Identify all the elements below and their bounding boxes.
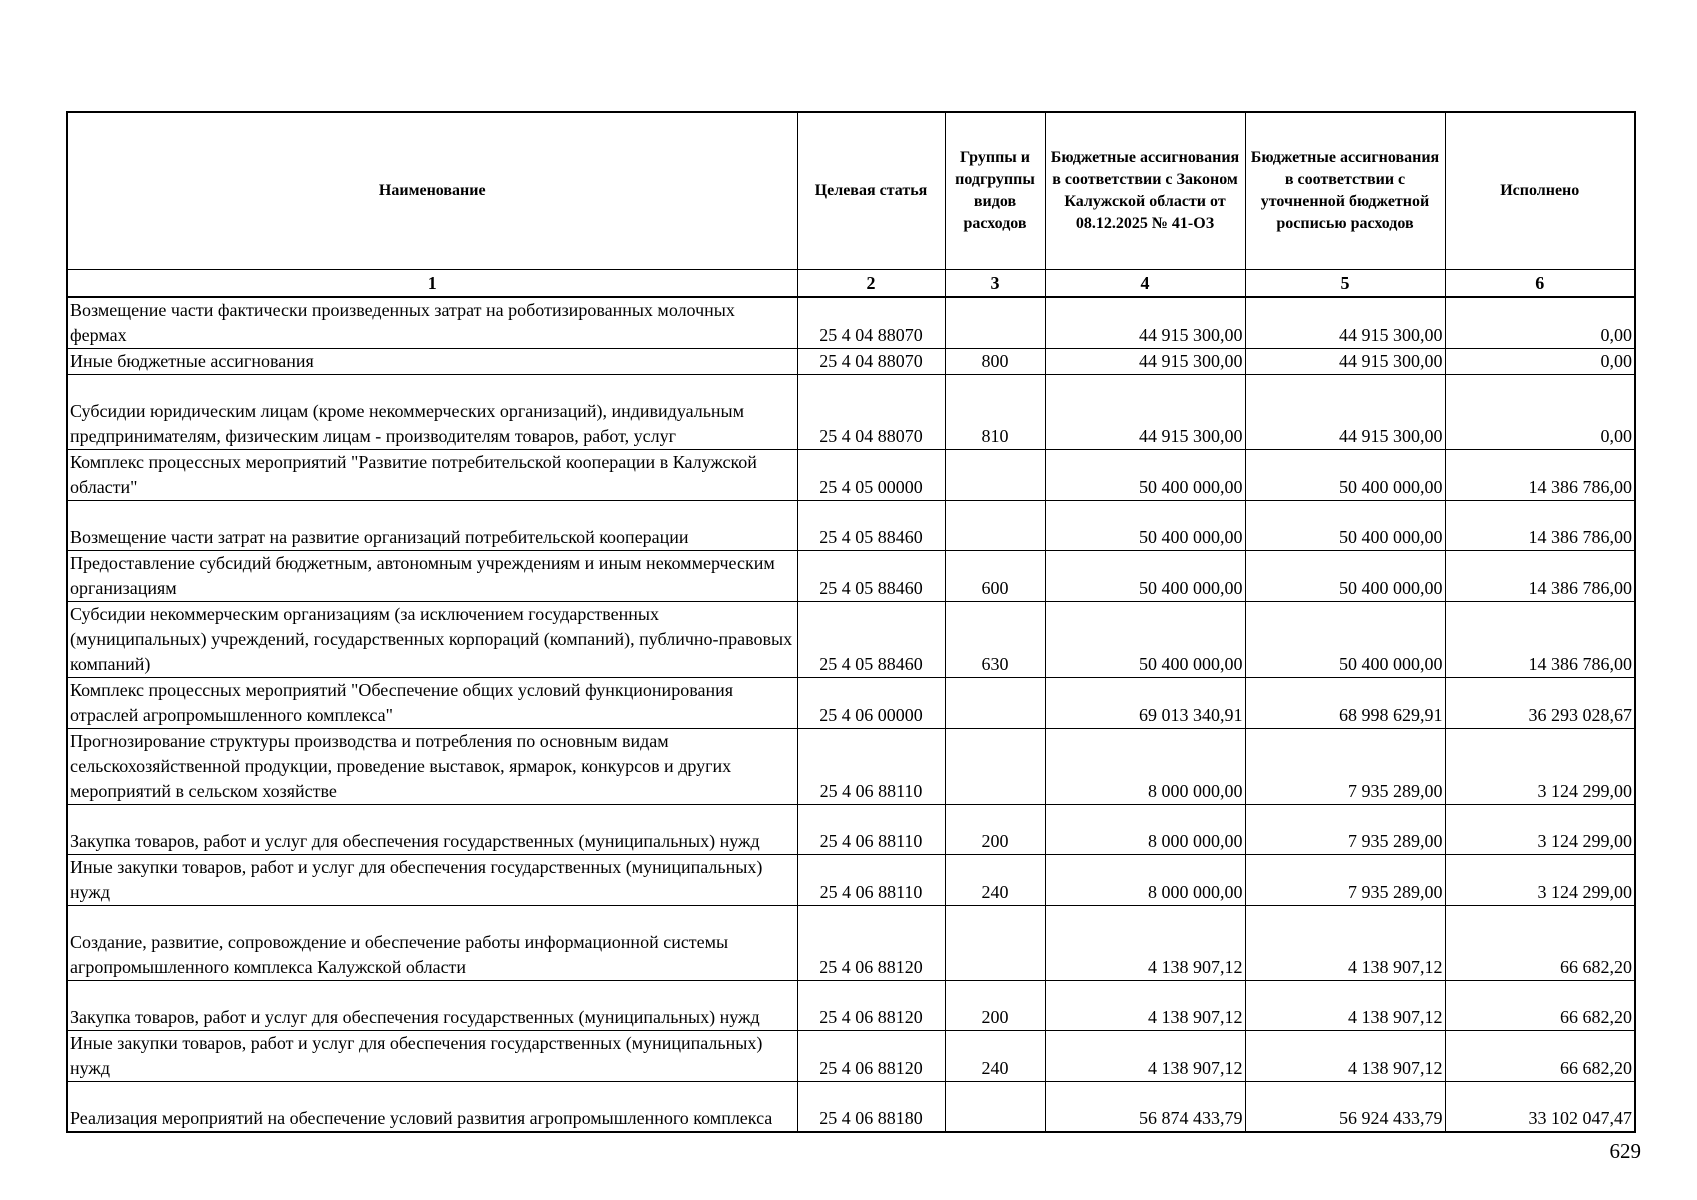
row-group-code: 200 <box>945 981 1045 1031</box>
row-target-code: 25 4 04 88070 <box>797 297 945 349</box>
table-row <box>67 805 1635 855</box>
header-refined: Бюджетные ассигнования в соответствии с уточненной бюджетной росписью расходов <box>1245 112 1445 270</box>
row-group-code: 800 <box>945 349 1045 375</box>
row-executed-amount: 3 124 299,00 <box>1445 855 1635 906</box>
row-executed-amount: 3 124 299,00 <box>1445 805 1635 855</box>
header-name: Наименование <box>67 112 797 270</box>
table-row <box>67 501 1635 551</box>
row-name: Комплекс процессных мероприятий "Обеспечение общих условий функционирования отраслей агропромышленного комплекса" <box>67 678 797 729</box>
column-number: 3 <box>945 270 1045 298</box>
page-number: 629 <box>1609 1139 1641 1163</box>
row-group-code: 240 <box>945 855 1045 906</box>
row-refined-amount: 68 998 629,91 <box>1245 678 1445 729</box>
row-law-amount: 44 915 300,00 <box>1045 297 1245 349</box>
row-executed-amount: 14 386 786,00 <box>1445 551 1635 602</box>
row-target-code: 25 4 06 88120 <box>797 1031 945 1082</box>
column-number: 2 <box>797 270 945 298</box>
row-target-code: 25 4 06 88110 <box>797 729 945 805</box>
table-row <box>67 450 1635 501</box>
row-group-code <box>945 450 1045 501</box>
row-group-code <box>945 678 1045 729</box>
header-law: Бюджетные ассигнования в соответствии с Законом Калужской области от 08.12.2025 № 41-ОЗ <box>1045 112 1245 270</box>
table-body <box>67 297 1635 1132</box>
row-group-code: 810 <box>945 375 1045 450</box>
row-executed-amount: 14 386 786,00 <box>1445 450 1635 501</box>
row-group-code <box>945 906 1045 981</box>
row-group-code: 200 <box>945 805 1045 855</box>
row-law-amount: 8 000 000,00 <box>1045 805 1245 855</box>
table-row <box>67 1031 1635 1082</box>
row-refined-amount: 44 915 300,00 <box>1245 375 1445 450</box>
row-executed-amount: 14 386 786,00 <box>1445 501 1635 551</box>
column-number-row <box>67 270 1635 298</box>
row-law-amount: 69 013 340,91 <box>1045 678 1245 729</box>
row-executed-amount: 3 124 299,00 <box>1445 729 1635 805</box>
header-target: Целевая статья <box>797 112 945 270</box>
row-name: Предоставление субсидий бюджетным, автономным учреждениям и иным некоммерческим организациям <box>67 551 797 602</box>
row-name: Иные бюджетные ассигнования <box>67 349 797 375</box>
table-row <box>67 349 1635 375</box>
row-target-code: 25 4 05 88460 <box>797 602 945 678</box>
row-group-code <box>945 1082 1045 1132</box>
row-group-code <box>945 729 1045 805</box>
row-name: Реализация мероприятий на обеспечение условий развития агропромышленного комплекса <box>67 1082 797 1132</box>
table-row <box>67 855 1635 906</box>
row-executed-amount: 0,00 <box>1445 375 1635 450</box>
row-group-code <box>945 297 1045 349</box>
row-target-code: 25 4 05 88460 <box>797 501 945 551</box>
row-refined-amount: 44 915 300,00 <box>1245 297 1445 349</box>
row-target-code: 25 4 04 88070 <box>797 375 945 450</box>
table-row <box>67 678 1635 729</box>
row-refined-amount: 4 138 907,12 <box>1245 1031 1445 1082</box>
row-target-code: 25 4 05 88460 <box>797 551 945 602</box>
row-name: Закупка товаров, работ и услуг для обеспечения государственных (муниципальных) нужд <box>67 981 797 1031</box>
row-name: Комплекс процессных мероприятий "Развитие потребительской кооперации в Калужской области" <box>67 450 797 501</box>
row-law-amount: 8 000 000,00 <box>1045 855 1245 906</box>
row-refined-amount: 50 400 000,00 <box>1245 551 1445 602</box>
budget-table <box>66 111 1636 1133</box>
row-refined-amount: 50 400 000,00 <box>1245 602 1445 678</box>
row-refined-amount: 7 935 289,00 <box>1245 855 1445 906</box>
budget-table-container <box>66 111 1634 1133</box>
row-target-code: 25 4 06 88110 <box>797 855 945 906</box>
row-group-code <box>945 501 1045 551</box>
table-row <box>67 906 1635 981</box>
row-law-amount: 4 138 907,12 <box>1045 1031 1245 1082</box>
row-law-amount: 8 000 000,00 <box>1045 729 1245 805</box>
row-name: Создание, развитие, сопровождение и обеспечение работы информационной системы агропромышленного комплекса Калужской области <box>67 906 797 981</box>
row-refined-amount: 4 138 907,12 <box>1245 981 1445 1031</box>
row-executed-amount: 66 682,20 <box>1445 906 1635 981</box>
row-target-code: 25 4 06 88180 <box>797 1082 945 1132</box>
row-executed-amount: 0,00 <box>1445 297 1635 349</box>
row-law-amount: 44 915 300,00 <box>1045 349 1245 375</box>
row-refined-amount: 56 924 433,79 <box>1245 1082 1445 1132</box>
header-row <box>67 112 1635 270</box>
column-number: 5 <box>1245 270 1445 298</box>
row-name: Закупка товаров, работ и услуг для обеспечения государственных (муниципальных) нужд <box>67 805 797 855</box>
row-law-amount: 44 915 300,00 <box>1045 375 1245 450</box>
row-executed-amount: 66 682,20 <box>1445 1031 1635 1082</box>
row-law-amount: 50 400 000,00 <box>1045 450 1245 501</box>
table-row <box>67 602 1635 678</box>
row-law-amount: 56 874 433,79 <box>1045 1082 1245 1132</box>
row-law-amount: 4 138 907,12 <box>1045 906 1245 981</box>
table-row <box>67 551 1635 602</box>
row-name: Иные закупки товаров, работ и услуг для обеспечения государственных (муниципальных) нужд <box>67 1031 797 1082</box>
table-row <box>67 981 1635 1031</box>
row-executed-amount: 14 386 786,00 <box>1445 602 1635 678</box>
row-law-amount: 50 400 000,00 <box>1045 602 1245 678</box>
row-name: Иные закупки товаров, работ и услуг для обеспечения государственных (муниципальных) нужд <box>67 855 797 906</box>
row-executed-amount: 33 102 047,47 <box>1445 1082 1635 1132</box>
column-number: 1 <box>67 270 797 298</box>
row-target-code: 25 4 06 88110 <box>797 805 945 855</box>
table-row <box>67 297 1635 349</box>
header-groups: Группы и подгруппы видов расходов <box>945 112 1045 270</box>
table-row <box>67 1082 1635 1132</box>
row-executed-amount: 0,00 <box>1445 349 1635 375</box>
row-law-amount: 50 400 000,00 <box>1045 551 1245 602</box>
row-name: Возмещение части затрат на развитие организаций потребительской кооперации <box>67 501 797 551</box>
row-refined-amount: 4 138 907,12 <box>1245 906 1445 981</box>
row-name: Возмещение части фактически произведенных затрат на роботизированных молочных фермах <box>67 297 797 349</box>
row-refined-amount: 50 400 000,00 <box>1245 501 1445 551</box>
row-name: Прогнозирование структуры производства и потребления по основным видам сельскохозяйственной продукции, проведение выставок, ярмарок, конкурсов и других мероприятий в сельском хозяйстве <box>67 729 797 805</box>
row-target-code: 25 4 06 00000 <box>797 678 945 729</box>
row-target-code: 25 4 04 88070 <box>797 349 945 375</box>
row-group-code: 240 <box>945 1031 1045 1082</box>
table-row <box>67 729 1635 805</box>
table-row <box>67 375 1635 450</box>
row-law-amount: 50 400 000,00 <box>1045 501 1245 551</box>
column-number: 4 <box>1045 270 1245 298</box>
row-law-amount: 4 138 907,12 <box>1045 981 1245 1031</box>
row-refined-amount: 50 400 000,00 <box>1245 450 1445 501</box>
row-target-code: 25 4 06 88120 <box>797 906 945 981</box>
row-target-code: 25 4 06 88120 <box>797 981 945 1031</box>
header-executed: Исполнено <box>1445 112 1635 270</box>
row-executed-amount: 66 682,20 <box>1445 981 1635 1031</box>
row-target-code: 25 4 05 00000 <box>797 450 945 501</box>
row-name: Субсидии некоммерческим организациям (за исключением государственных (муниципальных) учреждений, государственных корпораций (компаний), публично-правовых компаний) <box>67 602 797 678</box>
column-number: 6 <box>1445 270 1635 298</box>
row-name: Субсидии юридическим лицам (кроме некоммерческих организаций), индивидуальным предпринимателям, физическим лицам - производителям товаров, работ, услуг <box>67 375 797 450</box>
row-group-code: 600 <box>945 551 1045 602</box>
row-refined-amount: 7 935 289,00 <box>1245 729 1445 805</box>
row-refined-amount: 44 915 300,00 <box>1245 349 1445 375</box>
row-executed-amount: 36 293 028,67 <box>1445 678 1635 729</box>
row-refined-amount: 7 935 289,00 <box>1245 805 1445 855</box>
row-group-code: 630 <box>945 602 1045 678</box>
